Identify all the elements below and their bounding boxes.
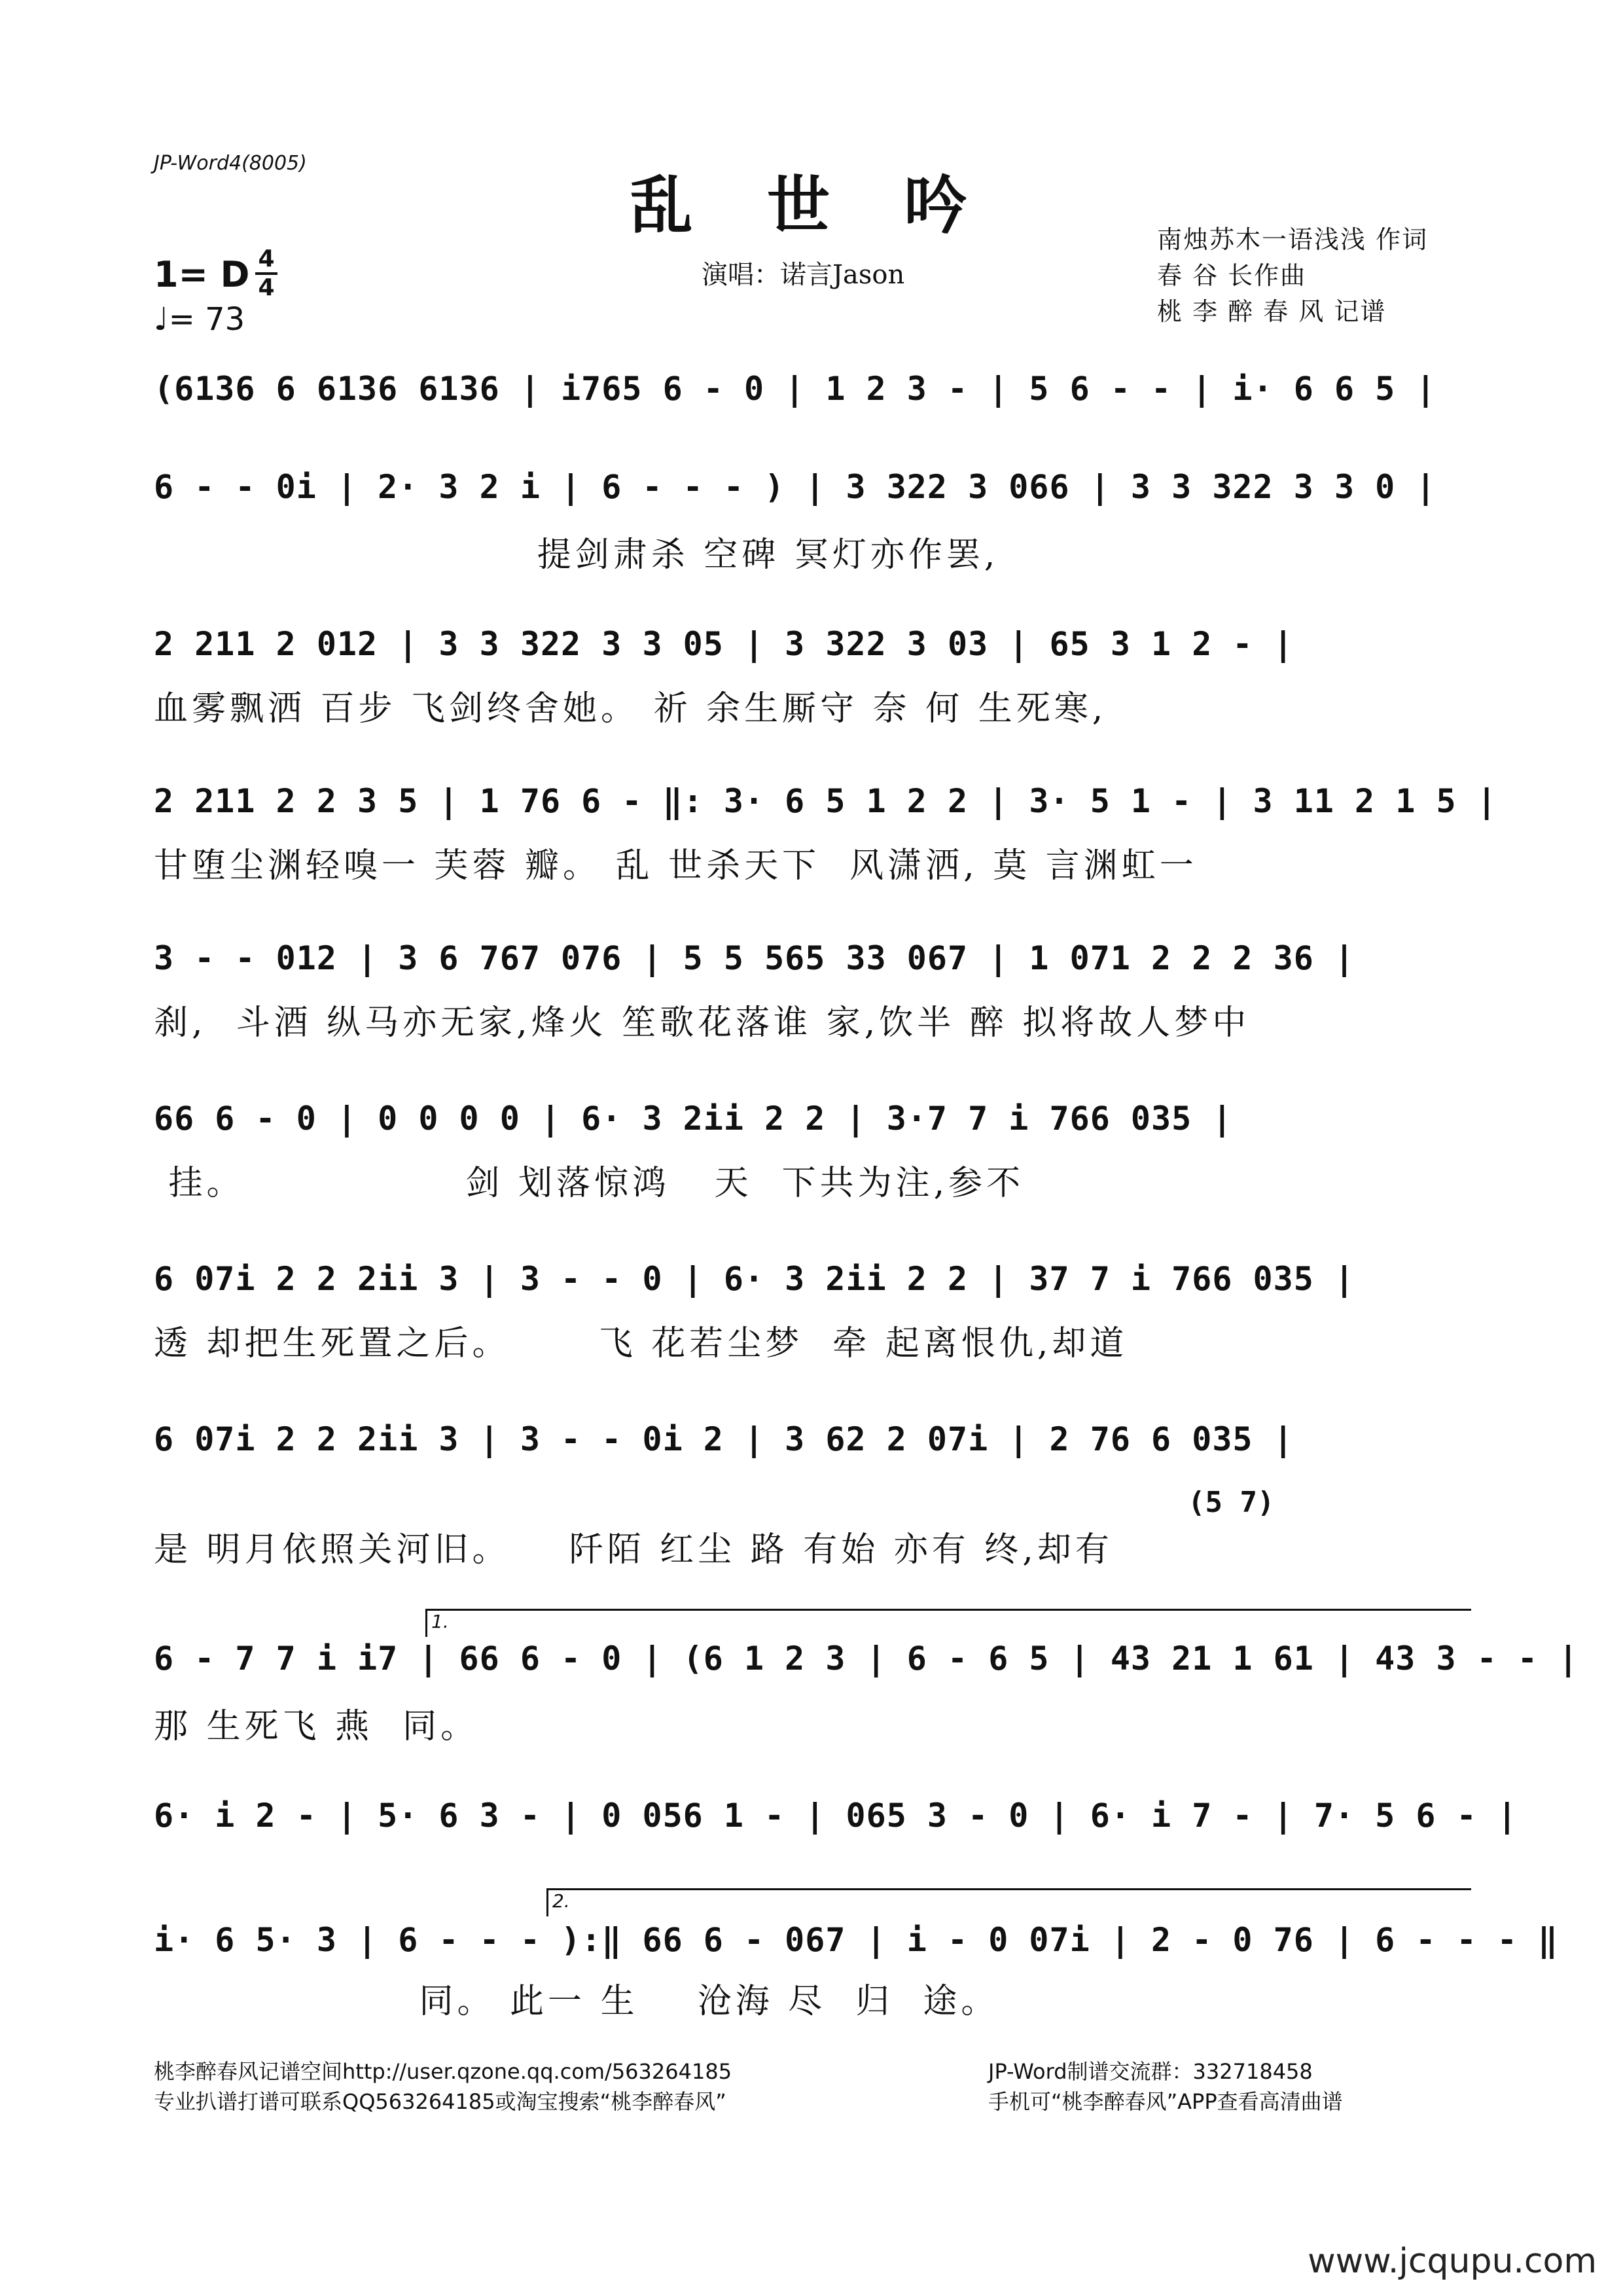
song-title: 乱 世 吟 — [630, 168, 993, 242]
lyric-line-3: 血雾飘洒 百步 飞剑终舍她。 祈 余生厮守 奈 何 生死寒, — [154, 689, 1107, 728]
score-line-9: 6 - 7 7 i i7 | 66 6 - 0 | (6 1 2 3 | 6 - 6 5 | 43 21 1 61 | 43 3 - - | — [154, 1640, 1579, 1677]
score-line-8: 6 07i 2 2 2ii 3 | 3 - - 0i 2 | 3 62 2 07i | 2 76 6 035 | — [154, 1420, 1294, 1458]
key-signature: 1= D — [154, 254, 250, 295]
lyric-line-5: 刹, 斗酒 纵马亦无家,烽火 笙歌花落谁 家,饮半 醉 拟将故人梦中 — [154, 1003, 1251, 1043]
time-signature — [255, 247, 277, 300]
transcriber-credit: 桃 李 醉 春 风 记谱 — [1157, 297, 1387, 326]
time-signature-top: 4 — [258, 245, 275, 272]
footer-left-line-2: 专业扒谱打谱可联系QQ563264185或淘宝搜索“桃李醉春风” — [154, 2089, 726, 2114]
score-line-2: 6 - - 0i | 2· 3 2 i | 6 - - - ) | 3 322 3 066 | 3 3 322 3 3 0 | — [154, 468, 1436, 506]
footer-left-line-1: 桃李醉春风记谱空间http://user.qzone.qq.com/563264185 — [154, 2059, 732, 2084]
composer-credit: 春 谷 长作曲 — [1157, 261, 1307, 290]
volta-first-ending — [425, 1609, 1471, 1637]
volta-2-label: 2. — [552, 1890, 570, 1912]
lyric-line-8: 是 明月依照关河旧。 阡陌 红尘 路 有始 亦有 终,却有 — [154, 1530, 1113, 1570]
score-line-6: 66 6 - 0 | 0 0 0 0 | 6· 3 2ii 2 2 | 3·7 7 i 766 035 | — [154, 1100, 1233, 1138]
singer-credit: 演唱：诺言Jason — [702, 260, 905, 290]
score-line-11: i· 6 5· 3 | 6 - - - ):‖ 66 6 - 067 | i - 0 07i | 2 - 0 76 | 6 - - - ‖ — [154, 1921, 1559, 1959]
time-signature-bottom: 4 — [258, 274, 275, 301]
lyric-line-2: 提剑肃杀 空碑 冥灯亦作罢, — [154, 535, 999, 575]
lyric-line-4: 甘堕尘渊轻嗅一 芙蓉 瓣。 乱 世杀天下 风潇洒, 莫 言渊虹一 — [154, 846, 1198, 886]
lyricist-credit: 南烛苏木一语浅浅 作词 — [1157, 225, 1429, 254]
score-line-5: 3 - - 012 | 3 6 767 076 | 5 5 565 33 067 | 1 071 2 2 2 36 | — [154, 939, 1355, 977]
lyric-line-9: 那 生死飞 燕 同。 — [154, 1707, 479, 1746]
site-watermark: www.jcqupu.com — [1308, 2242, 1597, 2281]
score-line-4: 2 211 2 2 3 5 | 1 76 6 - ‖: 3· 6 5 1 2 2 | 3· 5 1 - | 3 11 2 1 5 | — [154, 782, 1497, 820]
score-line-7: 6 07i 2 2 2ii 3 | 3 - - 0 | 6· 3 2ii 2 2 | 37 7 i 766 035 | — [154, 1260, 1355, 1298]
footer-right-line-1: JP-Word制谱交流群：332718458 — [988, 2059, 1313, 2084]
lyric-line-7: 透 却把生死置之后。 飞 花若尘梦 牵 起离恨仇,却道 — [154, 1324, 1128, 1363]
tempo-marking: ♩= 73 — [154, 301, 245, 338]
score-line-1: (6136 6 6136 6136 | i765 6 - 0 | 1 2 3 - | 5 6 - - | i· 6 6 5 | — [154, 370, 1436, 408]
volta-second-ending — [546, 1888, 1471, 1916]
software-label: JP-Word4(8005) — [154, 152, 307, 175]
volta-1-label: 1. — [431, 1611, 449, 1632]
alternate-notes-hint: (5 7) — [1188, 1486, 1275, 1519]
score-line-3: 2 211 2 012 | 3 3 322 3 3 05 | 3 322 3 03 | 65 3 1 2 - | — [154, 625, 1294, 663]
footer-right-line-2: 手机可“桃李醉春风”APP查看高清曲谱 — [988, 2089, 1343, 2114]
lyric-line-6: 挂。 剑 划落惊鸿 天 下共为注,参不 — [154, 1164, 1025, 1203]
lyric-line-11: 同。 此一 生 沧海 尽 归 途。 — [154, 1982, 999, 2021]
score-line-10: 6· i 2 - | 5· 6 3 - | 0 056 1 - | 065 3 - 0 | 6· i 7 - | 7· 5 6 - | — [154, 1797, 1518, 1835]
